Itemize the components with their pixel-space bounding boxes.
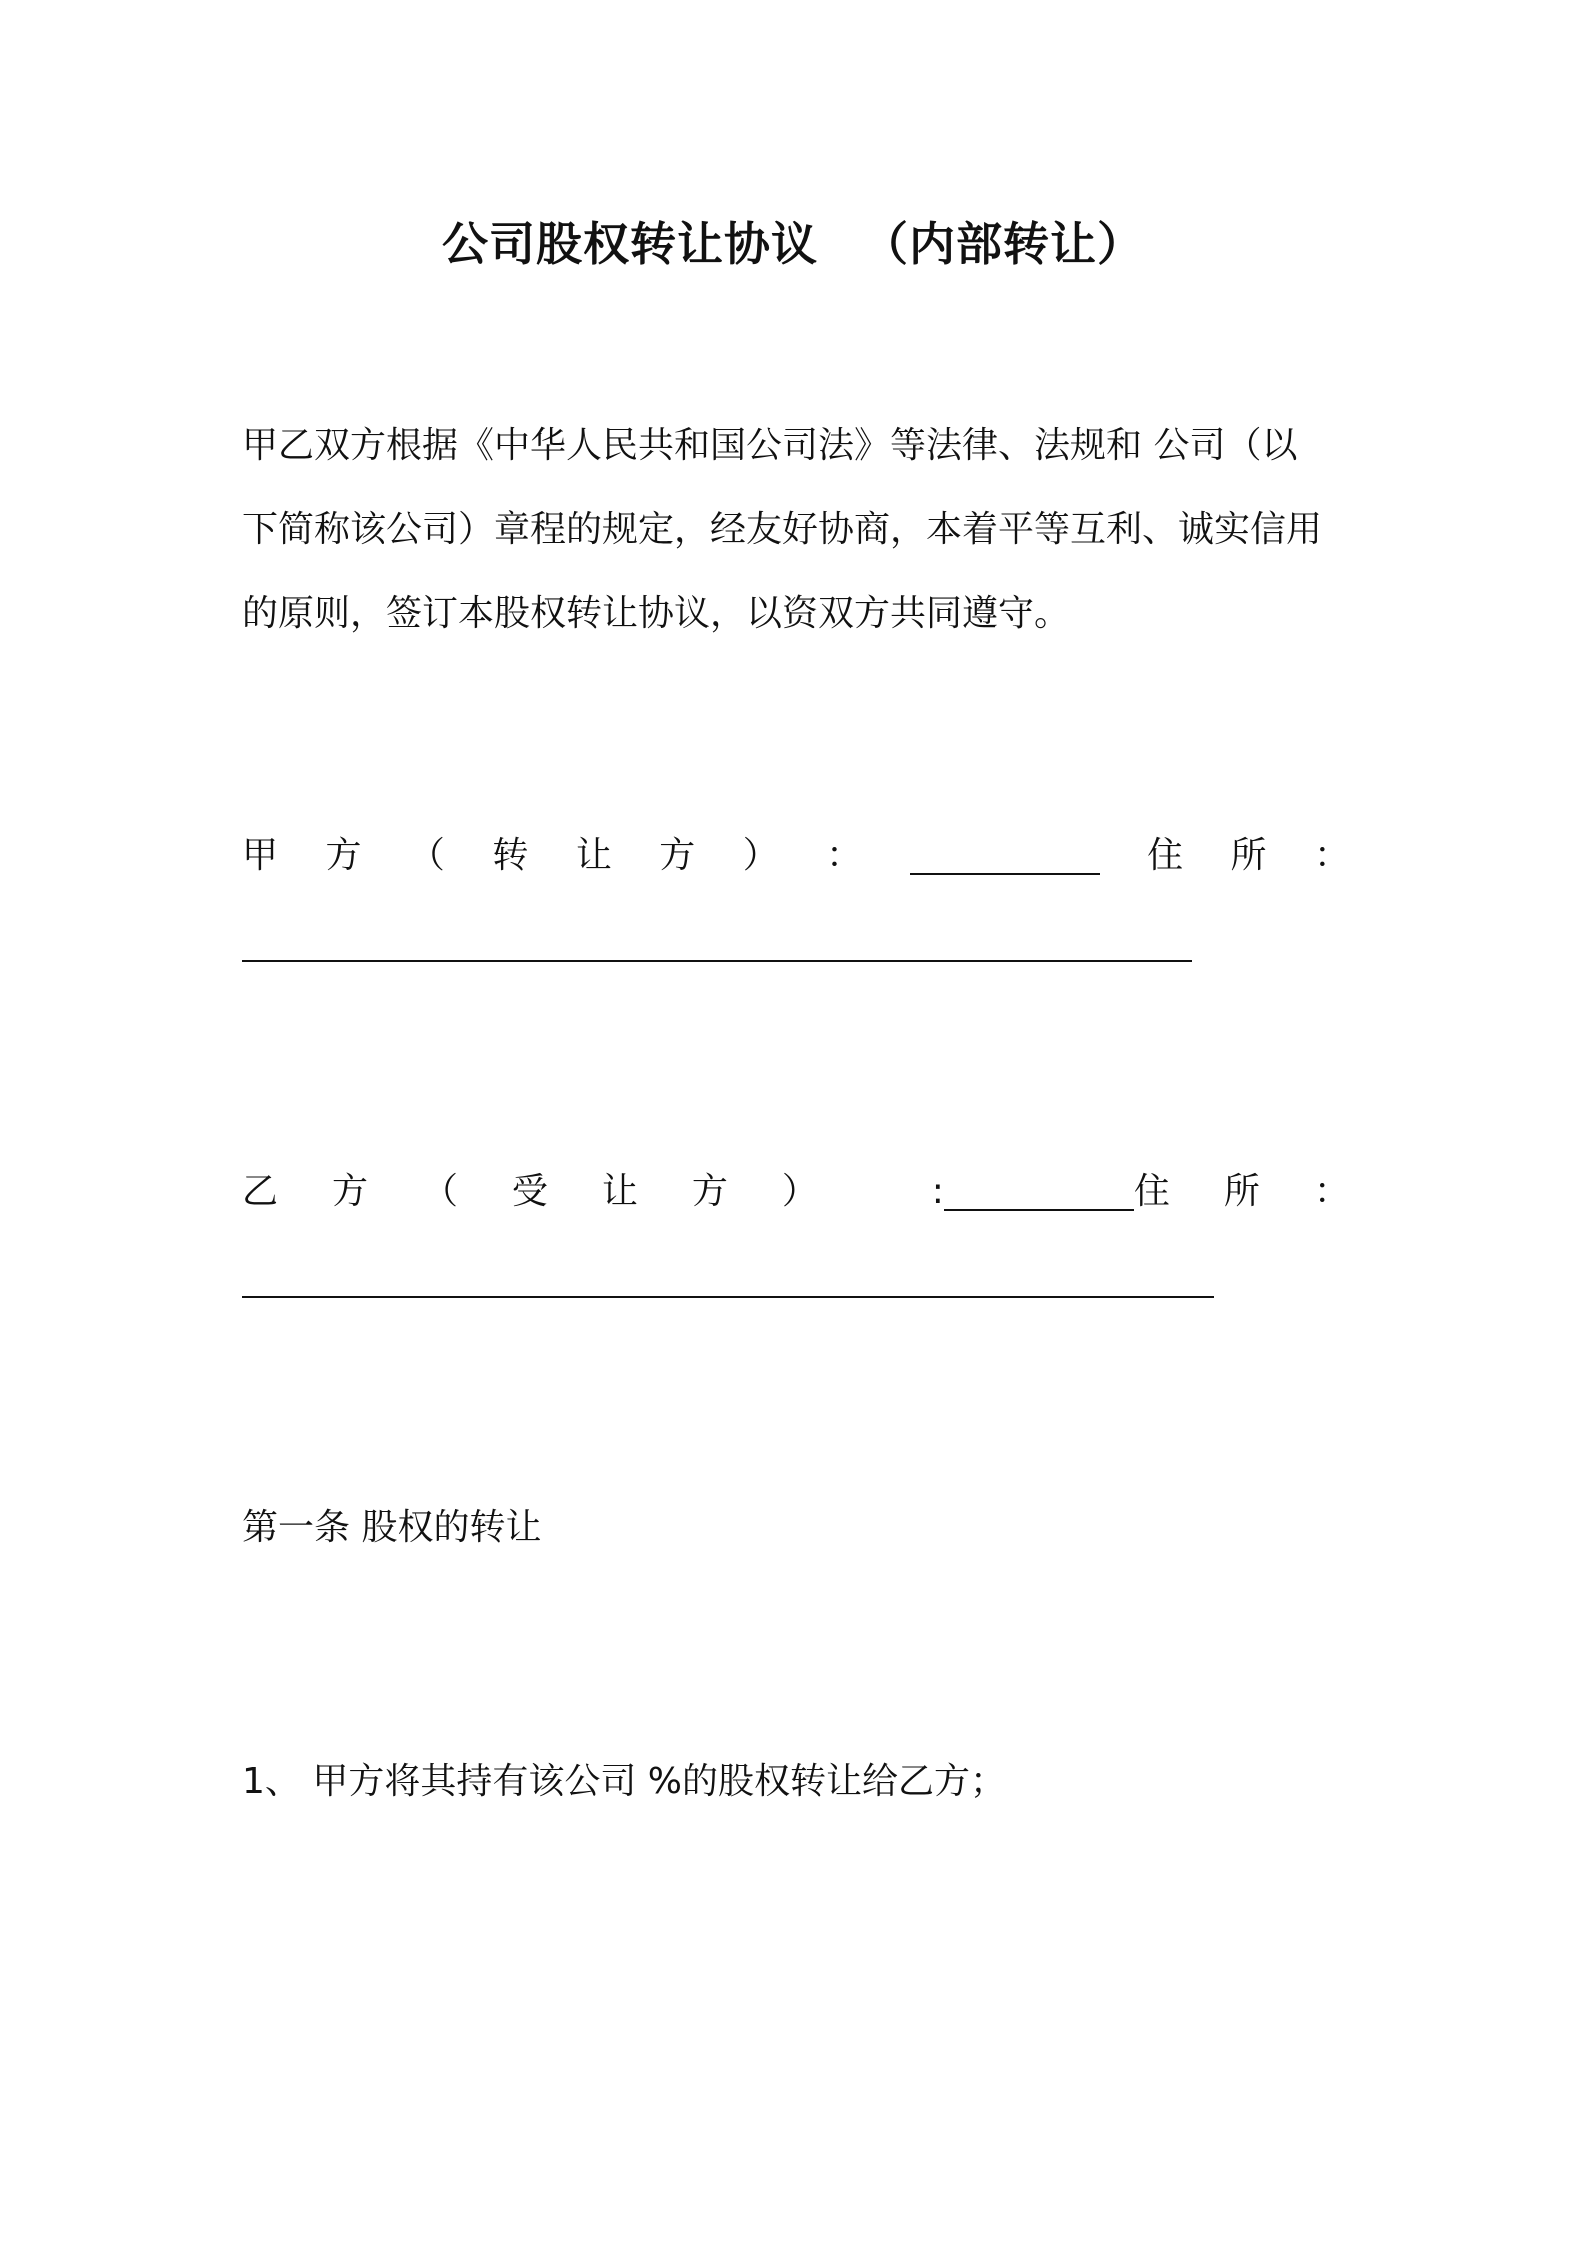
party-b-address-char: 所	[1223, 1171, 1260, 1212]
party-a-address-char: ：	[1313, 835, 1350, 876]
party-a-char: 甲	[242, 835, 279, 876]
party-b-address-blank[interactable]	[242, 1296, 1214, 1298]
party-b-char: ）	[781, 1171, 818, 1212]
party-a-char: 转	[492, 835, 529, 876]
party-b-name-blank[interactable]	[944, 1209, 1134, 1211]
party-b-address-char: ：	[1313, 1171, 1350, 1212]
intro-line: 的原则，签订本股权转让协议，以资双方共同遵守。	[242, 593, 1071, 634]
article-heading: 第一条 股权的转让	[242, 1507, 542, 1548]
intro-line: 下简称该公司）章程的规定，经友好协商，本着平等互利、诚实信用	[242, 509, 1323, 550]
party-a-char: ：	[826, 835, 863, 876]
party-a-name-blank[interactable]	[910, 873, 1100, 875]
party-b-char: 受	[511, 1171, 548, 1212]
party-a-char: 让	[575, 835, 612, 876]
party-b-char: 乙	[242, 1171, 279, 1212]
party-a-line	[242, 826, 1350, 886]
party-a-char: ）	[742, 835, 779, 876]
party-a-char: 方	[325, 835, 362, 876]
party-a-address-char: 住	[1147, 835, 1184, 876]
party-a-char: 方	[659, 835, 696, 876]
party-b-name-group	[932, 1162, 1170, 1222]
clause-item: 1、 甲方将其持有该公司 %的股权转让给乙方；	[242, 1761, 1006, 1802]
title-sub: （内部转让）	[862, 217, 1144, 271]
intro-paragraph	[242, 404, 1362, 656]
party-a-address-blank[interactable]	[242, 960, 1192, 962]
party-a-char: （	[408, 835, 445, 876]
party-b-char: 方	[691, 1171, 728, 1212]
party-a-address-char: 所	[1230, 835, 1267, 876]
party-b-char: 方	[331, 1171, 368, 1212]
party-b-char: 让	[601, 1171, 638, 1212]
party-b-address-char: 住	[1133, 1171, 1170, 1212]
intro-line: 甲乙双方根据《中华人民共和国公司法》等法律、法规和 公司（以	[242, 425, 1298, 466]
party-b-colon: :	[931, 1171, 944, 1212]
page-title	[0, 212, 1586, 276]
party-b-line	[242, 1162, 1350, 1222]
party-b-char: （	[421, 1171, 458, 1212]
title-main: 公司股权转让协议	[442, 217, 818, 271]
